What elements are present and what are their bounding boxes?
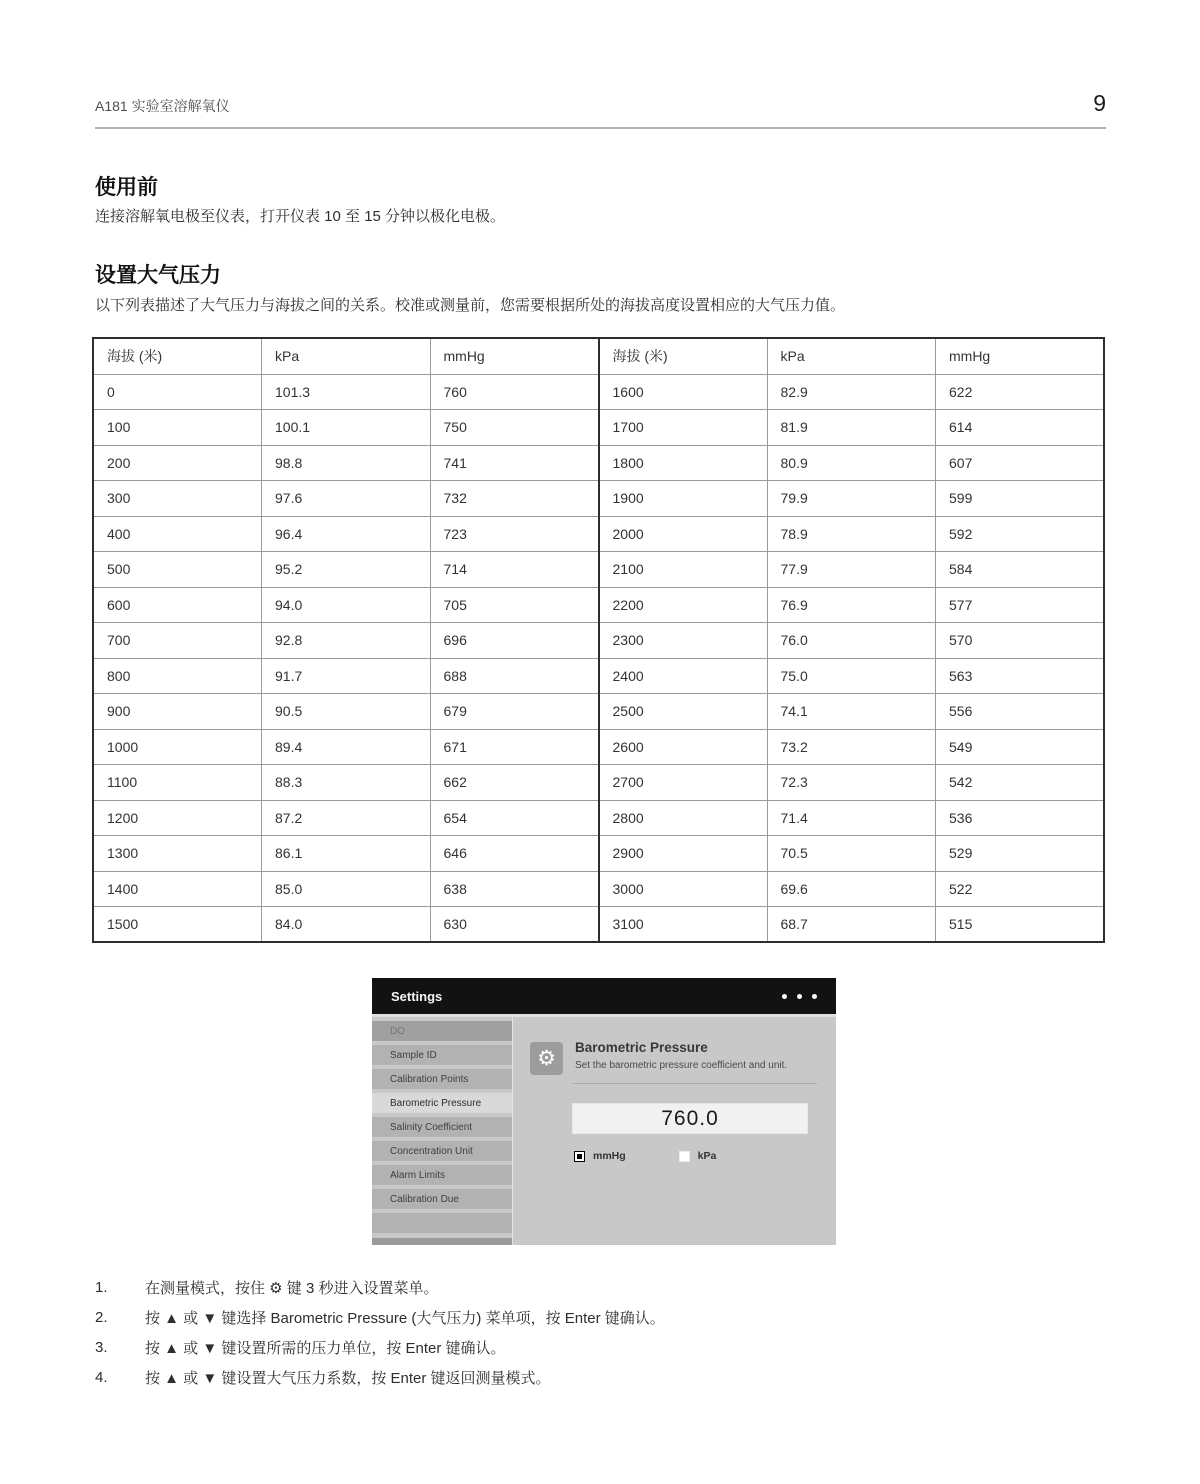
- table-cell: 1000: [93, 729, 262, 765]
- table-cell: 400: [93, 516, 262, 552]
- table-cell: 696: [430, 623, 599, 659]
- sidebar-item-sample-id[interactable]: Sample ID: [372, 1045, 512, 1065]
- table-cell: 0: [93, 374, 262, 410]
- table-row: [93, 445, 1104, 481]
- table-column-header: mmHg: [430, 338, 599, 374]
- table-cell: 570: [936, 623, 1105, 659]
- table-row: [93, 623, 1104, 659]
- table-cell: 622: [936, 374, 1105, 410]
- table-cell: 607: [936, 445, 1105, 481]
- table-cell: 1800: [599, 445, 768, 481]
- settings-sidebar: [372, 1017, 512, 1245]
- table-cell: 2300: [599, 623, 768, 659]
- table-row: [93, 374, 1104, 410]
- sidebar-item-concentration-unit[interactable]: Concentration Unit: [372, 1141, 512, 1161]
- table-cell: 94.0: [262, 587, 431, 623]
- table-cell: 705: [430, 587, 599, 623]
- table-column-header: mmHg: [936, 338, 1105, 374]
- step-number: 4.: [95, 1368, 108, 1386]
- table-cell: 3100: [599, 907, 768, 943]
- table-cell: 2700: [599, 765, 768, 801]
- pressure-value-field[interactable]: 760.0: [572, 1103, 808, 1134]
- table-cell: 760: [430, 374, 599, 410]
- table-cell: 1100: [93, 765, 262, 801]
- table-cell: 2200: [599, 587, 768, 623]
- step-item: [95, 1302, 665, 1332]
- table-cell: 1500: [93, 907, 262, 943]
- sidebar-item-do[interactable]: DO: [372, 1021, 512, 1041]
- table-cell: 2600: [599, 729, 768, 765]
- table-cell: 75.0: [767, 658, 936, 694]
- table-cell: 732: [430, 481, 599, 517]
- table-cell: 646: [430, 836, 599, 872]
- settings-screenshot: [372, 978, 836, 1245]
- sidebar-item-barometric-pressure[interactable]: Barometric Pressure: [372, 1093, 512, 1113]
- table-cell: 800: [93, 658, 262, 694]
- table-cell: 2000: [599, 516, 768, 552]
- table-row: [93, 694, 1104, 730]
- table-cell: 100.1: [262, 410, 431, 446]
- table-cell: 81.9: [767, 410, 936, 446]
- table-column-header: kPa: [767, 338, 936, 374]
- table-cell: 78.9: [767, 516, 936, 552]
- table-cell: 549: [936, 729, 1105, 765]
- table-cell: 630: [430, 907, 599, 943]
- table-cell: 662: [430, 765, 599, 801]
- step-text: 按 ▲ 或 ▼ 键选择 Barometric Pressure (大气压力) 菜单项，按 Enter 键确认。: [145, 1309, 665, 1327]
- step-number: 3.: [95, 1338, 108, 1356]
- ellipsis-menu-icon[interactable]: [782, 994, 817, 999]
- table-row: [93, 871, 1104, 907]
- table-cell: 87.2: [262, 800, 431, 836]
- table-cell: 522: [936, 871, 1105, 907]
- step-number: 1.: [95, 1278, 108, 1296]
- table-cell: 900: [93, 694, 262, 730]
- table-cell: 2900: [599, 836, 768, 872]
- unit-option-label: mmHg: [593, 1150, 626, 1162]
- unit-option-label: kPa: [697, 1150, 717, 1162]
- table-column-header: 海拔 (米): [599, 338, 768, 374]
- table-cell: 95.2: [262, 552, 431, 588]
- table-cell: 714: [430, 552, 599, 588]
- step-text: 在测量模式，按住 ⚙ 键 3 秒进入设置菜单。: [145, 1279, 439, 1297]
- table-cell: 529: [936, 836, 1105, 872]
- unit-option-kpa[interactable]: [679, 1150, 717, 1162]
- settings-titlebar: [372, 978, 836, 1014]
- table-cell: 577: [936, 587, 1105, 623]
- table-cell: 654: [430, 800, 599, 836]
- table-cell: 599: [936, 481, 1105, 517]
- table-row: [93, 552, 1104, 588]
- step-item: [95, 1332, 665, 1362]
- table-cell: 600: [93, 587, 262, 623]
- table-cell: 76.9: [767, 587, 936, 623]
- settings-body: [372, 1017, 836, 1245]
- table-cell: 90.5: [262, 694, 431, 730]
- gear-icon: ⚙: [530, 1042, 563, 1075]
- table-cell: 84.0: [262, 907, 431, 943]
- table-cell: 700: [93, 623, 262, 659]
- table-cell: 1200: [93, 800, 262, 836]
- sidebar-item-salinity-coefficient[interactable]: Salinity Coefficient: [372, 1117, 512, 1137]
- sidebar-item-alarm-limits[interactable]: Alarm Limits: [372, 1165, 512, 1185]
- sidebar-item-calibration-due[interactable]: Calibration Due: [372, 1189, 512, 1209]
- table-cell: 85.0: [262, 871, 431, 907]
- table-cell: 77.9: [767, 552, 936, 588]
- sidebar-item-calibration-points[interactable]: Calibration Points: [372, 1069, 512, 1089]
- unit-options: [574, 1150, 716, 1162]
- step-item: [95, 1272, 665, 1302]
- panel-subtitle: Set the barometric pressure coefficient and unit.: [575, 1060, 788, 1071]
- table-cell: 500: [93, 552, 262, 588]
- table-cell: 2100: [599, 552, 768, 588]
- checkbox-unchecked-icon[interactable]: [679, 1151, 690, 1162]
- table-cell: 1900: [599, 481, 768, 517]
- sidebar-bottom-strip: [372, 1238, 512, 1245]
- table-cell: 70.5: [767, 836, 936, 872]
- sidebar-item-empty: [372, 1213, 512, 1233]
- table-column-header: 海拔 (米): [93, 338, 262, 374]
- table-row: [93, 658, 1104, 694]
- section-heading-before-use: 使用前: [95, 176, 158, 199]
- table-cell: 97.6: [262, 481, 431, 517]
- step-text: 按 ▲ 或 ▼ 键设置大气压力系数，按 Enter 键返回测量模式。: [145, 1369, 551, 1387]
- table-cell: 563: [936, 658, 1105, 694]
- table-cell: 671: [430, 729, 599, 765]
- unit-option-mmhg[interactable]: [574, 1150, 626, 1162]
- table-row: [93, 481, 1104, 517]
- table-cell: 92.8: [262, 623, 431, 659]
- step-item: [95, 1362, 665, 1392]
- table-cell: 1700: [599, 410, 768, 446]
- table-cell: 688: [430, 658, 599, 694]
- table-row: [93, 800, 1104, 836]
- table-cell: 300: [93, 481, 262, 517]
- table-row: [93, 516, 1104, 552]
- table-cell: 101.3: [262, 374, 431, 410]
- table-cell: 72.3: [767, 765, 936, 801]
- document-title: A181 实验室溶解氧仪: [95, 98, 230, 114]
- table-cell: 73.2: [767, 729, 936, 765]
- table-cell: 76.0: [767, 623, 936, 659]
- table-cell: 741: [430, 445, 599, 481]
- table-cell: 638: [430, 871, 599, 907]
- table-cell: 679: [430, 694, 599, 730]
- table-cell: 71.4: [767, 800, 936, 836]
- table-row: [93, 765, 1104, 801]
- table-row: [93, 907, 1104, 943]
- section-heading-set-pressure: 设置大气压力: [95, 264, 221, 287]
- table-cell: 88.3: [262, 765, 431, 801]
- table-cell: 2800: [599, 800, 768, 836]
- panel-title: Barometric Pressure: [575, 1040, 708, 1055]
- step-number: 2.: [95, 1308, 108, 1326]
- table-cell: 68.7: [767, 907, 936, 943]
- table-cell: 100: [93, 410, 262, 446]
- table-cell: 80.9: [767, 445, 936, 481]
- table-column-header: kPa: [262, 338, 431, 374]
- table-cell: 91.7: [262, 658, 431, 694]
- table-row: [93, 729, 1104, 765]
- table-cell: 2400: [599, 658, 768, 694]
- table-cell: 723: [430, 516, 599, 552]
- page-number: 9: [1093, 90, 1106, 116]
- table-cell: 614: [936, 410, 1105, 446]
- table-cell: 89.4: [262, 729, 431, 765]
- table-cell: 556: [936, 694, 1105, 730]
- instruction-steps: [95, 1272, 665, 1392]
- table-cell: 1400: [93, 871, 262, 907]
- table-cell: 3000: [599, 871, 768, 907]
- table-cell: 2500: [599, 694, 768, 730]
- table-header-row: [93, 338, 1104, 374]
- table-cell: 536: [936, 800, 1105, 836]
- checkbox-checked-icon[interactable]: [574, 1151, 585, 1162]
- table-cell: 1300: [93, 836, 262, 872]
- table-cell: 82.9: [767, 374, 936, 410]
- step-text: 按 ▲ 或 ▼ 键设置所需的压力单位，按 Enter 键确认。: [145, 1339, 506, 1357]
- panel-divider: [573, 1083, 817, 1084]
- table-cell: 542: [936, 765, 1105, 801]
- table-cell: 584: [936, 552, 1105, 588]
- table-cell: 200: [93, 445, 262, 481]
- section-body-before-use: 连接溶解氧电极至仪表，打开仪表 10 至 15 分钟以极化电极。: [95, 208, 506, 225]
- settings-panel: [512, 1017, 836, 1245]
- section-body-set-pressure: 以下列表描述了大气压力与海拔之间的关系。校准或测量前，您需要根据所处的海拔高度设置相应的大气压力值。: [95, 297, 846, 314]
- table-cell: 515: [936, 907, 1105, 943]
- table-cell: 79.9: [767, 481, 936, 517]
- table-cell: 1600: [599, 374, 768, 410]
- table-row: [93, 587, 1104, 623]
- table-row: [93, 410, 1104, 446]
- settings-title: Settings: [391, 988, 443, 1004]
- table-cell: 96.4: [262, 516, 431, 552]
- table-cell: 98.8: [262, 445, 431, 481]
- table-cell: 592: [936, 516, 1105, 552]
- pressure-altitude-table: [92, 337, 1105, 943]
- table-row: [93, 836, 1104, 872]
- header-rule: [95, 127, 1106, 129]
- table-cell: 74.1: [767, 694, 936, 730]
- table-cell: 86.1: [262, 836, 431, 872]
- table-cell: 750: [430, 410, 599, 446]
- table-cell: 69.6: [767, 871, 936, 907]
